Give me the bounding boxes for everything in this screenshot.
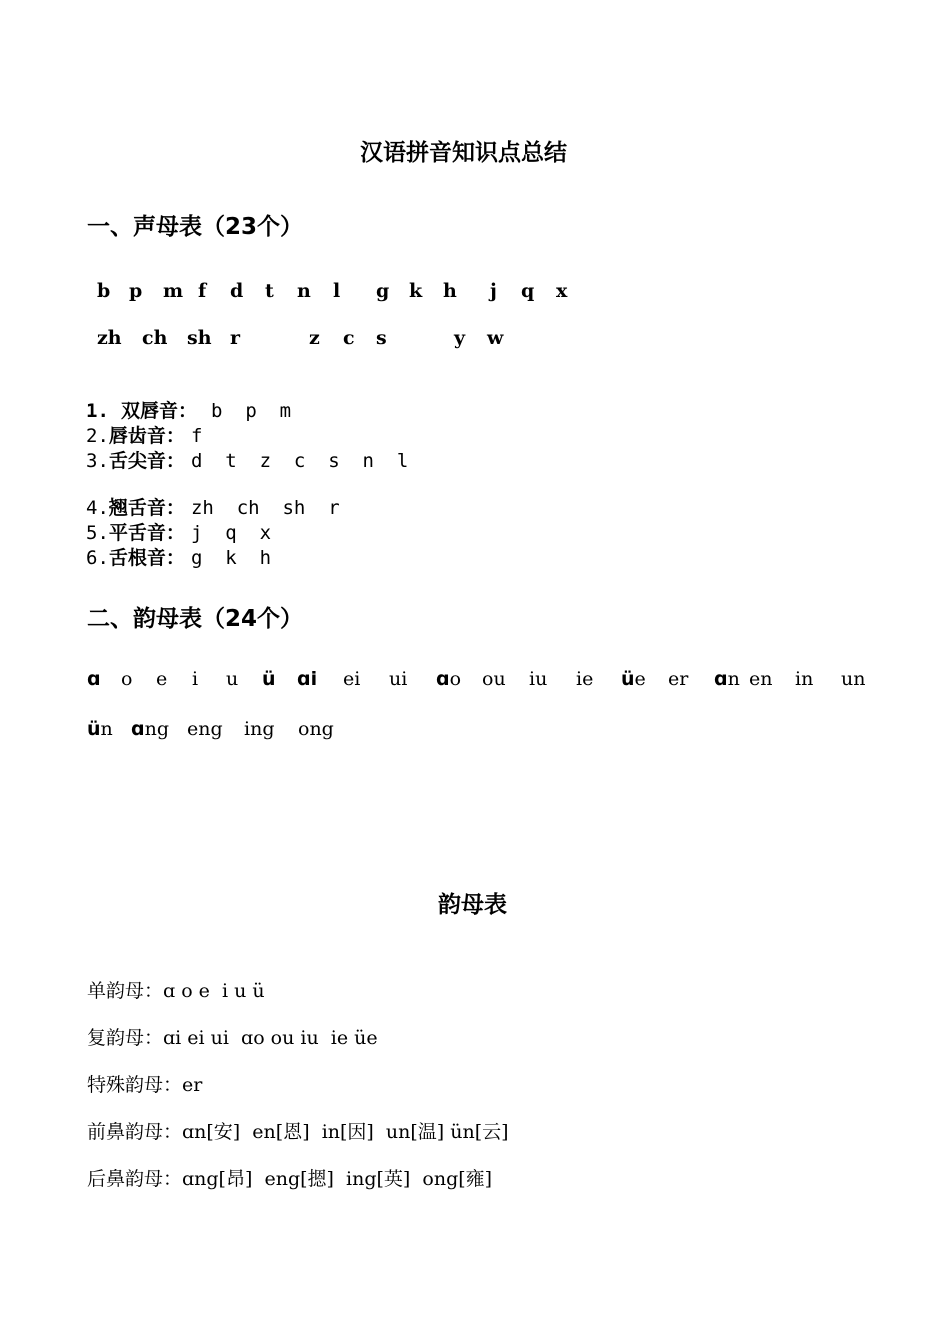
initial: w [487,327,504,349]
initial: n [297,280,311,302]
final: ün [87,718,113,740]
category-values: f [190,425,203,447]
category-number: 3. [86,450,109,472]
category-bilabial [86,396,291,423]
initial: f [198,280,207,302]
final: ou [482,668,506,690]
initial: zh [97,327,122,349]
final: ing [244,718,275,740]
initial: h [443,280,457,302]
initial: c [343,327,355,349]
initial: ch [142,327,168,349]
category-values: d t z c s n l [190,450,409,472]
final: ie [576,668,594,690]
final: o [121,668,133,690]
initials-row-2 [0,327,950,353]
category-labiodental [86,421,202,448]
initial: k [409,280,423,302]
final: e [156,668,168,690]
category-label: 翘舌音： [108,497,185,519]
category-values: b p m [211,400,292,422]
initial: d [230,280,244,302]
final: ɑn [714,668,740,690]
final: i [192,668,199,690]
category-label: 唇齿音： [108,425,185,447]
initial: y [454,327,466,349]
category-label: 舌根音： [108,547,185,569]
category-number: 4. [86,497,109,519]
initials-row-1 [0,280,950,306]
category-alveolar [86,446,408,473]
category-values: zh ch sh r [190,497,340,519]
final: er [668,668,689,690]
finals-row-1 [0,668,950,694]
initial: sh [187,327,212,349]
initial: g [376,280,390,302]
category-label: 双唇音： [120,400,197,422]
category-label: 舌尖音： [108,450,185,472]
final: in [795,668,814,690]
final: iu [529,668,548,690]
special-finals-row: 特殊韵母：er [87,1074,203,1096]
page-title: 汉语拼音知识点总结 [360,140,567,166]
final: u [226,668,239,690]
category-velar [86,543,271,570]
category-number: 1. [86,400,109,422]
final: ɑo [436,668,462,690]
category-retroflex [86,493,340,520]
final: ɑ [87,668,101,690]
simple-finals-row: 单韵母：ɑ o e i u ü [87,980,265,1002]
category-number: 6. [86,547,109,569]
compound-finals-row: 复韵母：ɑi ei ui ɑo ou iu ie üe [87,1027,378,1049]
final: ɑng [131,718,170,740]
initial: x [556,280,568,302]
category-label: 平舌音： [108,522,185,544]
front-nasal-finals-row: 前鼻韵母：ɑn[安] en[恩] in[因] un[温] ün[云] [87,1121,509,1143]
initial: t [265,280,274,302]
final: ɑi [297,668,318,690]
final: un [841,668,866,690]
category-number: 5. [86,522,109,544]
final: en [749,668,773,690]
category-values: g k h [190,547,272,569]
initial: q [521,280,535,302]
initial: l [333,280,341,302]
final: üe [621,668,646,690]
final: eng [187,718,223,740]
initial: r [230,327,241,349]
initial: s [376,327,387,349]
initial: z [309,327,320,349]
finals-row-2 [0,718,950,744]
final: ü [262,668,276,690]
final: ei [343,668,361,690]
category-values: j q x [190,522,272,544]
initial: b [97,280,111,302]
initial: j [490,280,497,302]
category-flat-tongue [86,518,271,545]
category-number: 2. [86,425,109,447]
back-nasal-finals-row: 后鼻韵母：ɑng[昂] eng[摁] ing[英] ong[雍] [87,1168,493,1190]
final: ong [298,718,334,740]
section-heading-initials: 一、声母表（23个） [87,214,304,240]
initial: p [129,280,143,302]
initial: m [163,280,184,302]
finals-table-title: 韵母表 [438,892,507,918]
final: ui [389,668,408,690]
section-heading-finals: 二、韵母表（24个） [87,606,304,632]
